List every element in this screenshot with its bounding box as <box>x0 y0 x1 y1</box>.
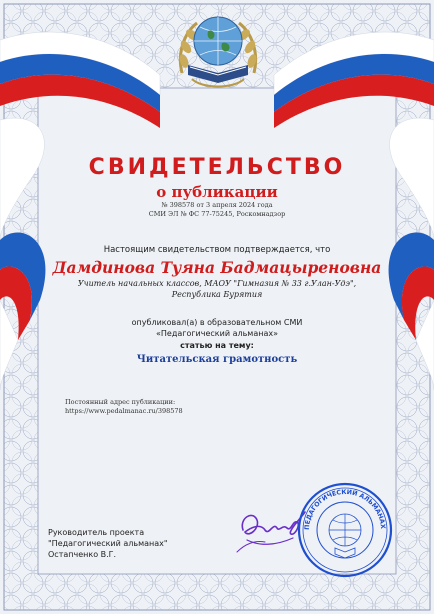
topic-label: статью на тему: <box>180 341 254 350</box>
recipient-region: Республика Бурятия <box>171 290 263 299</box>
address-label: Постоянный адрес публикации: <box>65 398 176 406</box>
recipient-position: Учитель начальных классов, МАОУ "Гимназия № 33 г.Улан-Удэ", <box>77 279 357 288</box>
article-topic: Читательская грамотность <box>136 354 298 365</box>
signatory-name: Остапченко В.Г. <box>48 550 117 559</box>
published-text: опубликовал(а) в образовательном СМИ <box>131 318 303 327</box>
signatory-project: "Педагогический альманах" <box>48 539 168 548</box>
globe-book-laurel-icon <box>172 3 264 93</box>
registration-number: № 398578 от 3 апреля 2024 года <box>161 201 273 209</box>
publication-link[interactable]: https://www.pedalmanac.ru/398578 <box>65 407 183 415</box>
certificate-title: СВИДЕТЕЛЬСТВО <box>88 155 346 180</box>
recipient-name: Дамдинова Туяна Бадмацыреновна <box>52 258 382 277</box>
signatory-title: Руководитель проекта <box>48 528 145 537</box>
round-stamp-icon <box>295 480 395 580</box>
stamp-text: ПЕДАГОГИЧЕСКИЙ АЛЬМАНАХ <box>303 488 387 531</box>
confirm-text: Настоящим свидетельством подтверждается, что <box>103 245 331 255</box>
media-name: «Педагогический альманах» <box>155 329 278 338</box>
media-license: СМИ ЭЛ № ФС 77-75245, Роскомнадзор <box>148 210 286 218</box>
certificate-subtitle: о публикации <box>156 183 278 201</box>
